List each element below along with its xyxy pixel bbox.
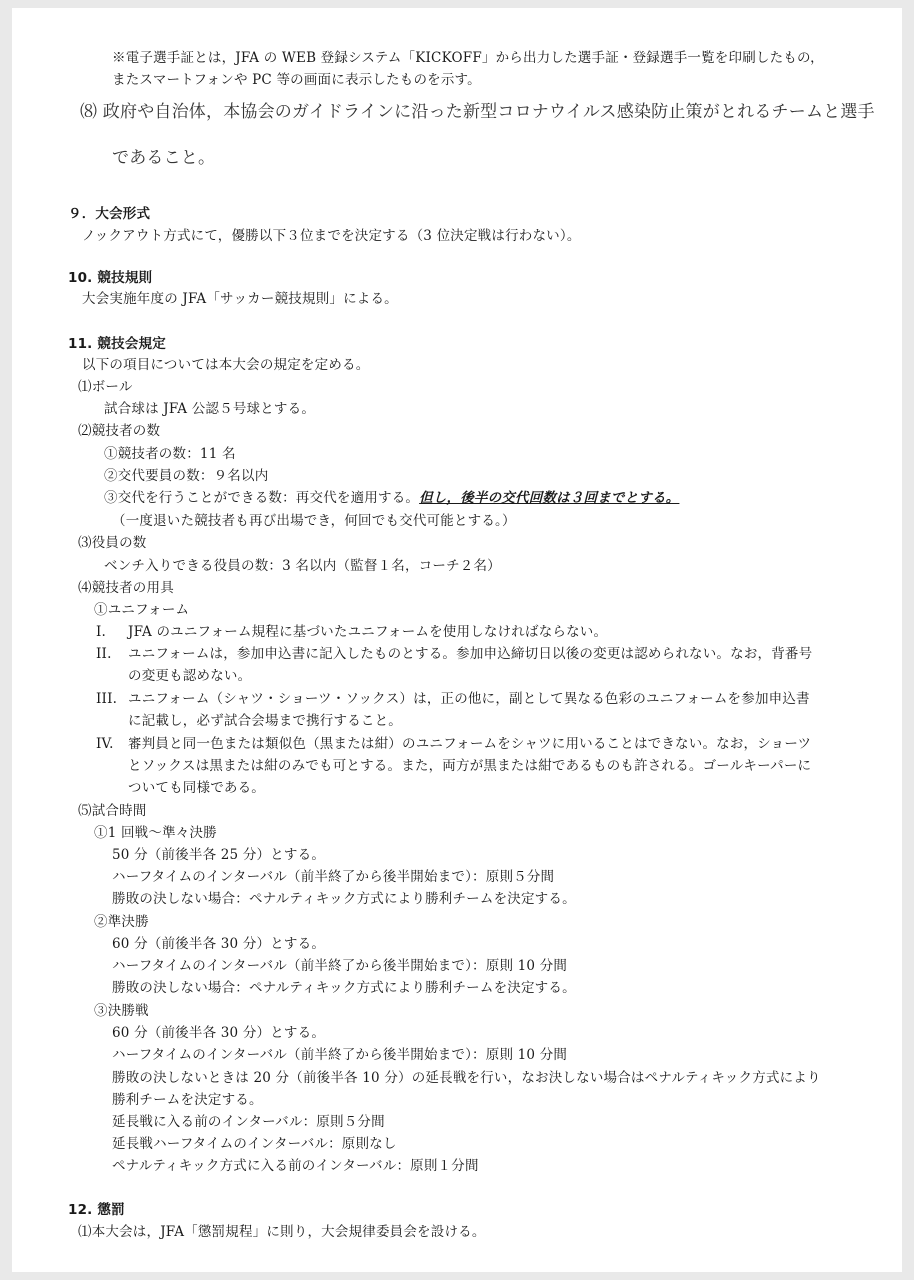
round1-halftime: ハーフタイムのインターバル（前半終了から後半開始まで）：原則５分間 <box>112 869 555 885</box>
players-item-3-text: ③交代を行うことができる数：再交代を適用する。 <box>104 490 420 506</box>
uniform-rule-2a: ユニフォームは，参加申込書に記入したものとする。参加申込締切日以後の変更は認められない。なお，背番号 <box>128 646 813 662</box>
uniform-rule-3a: ユニフォーム（シャツ・ショーツ・ソックス）は，正の他に，副として異なる色彩のユニフォームを参加申込書 <box>128 691 810 707</box>
item8-line-2: であること。 <box>112 148 216 168</box>
uniform-rule-2b: の変更も認めない。 <box>128 668 252 684</box>
semifinal-tiebreak: 勝敗の決しない場合：ペナルティキック方式により勝利チームを決定する。 <box>112 980 576 996</box>
uniform-rule-1: JFA のユニフォーム規程に基づいたユニフォームを使用しなければならない。 <box>128 624 608 640</box>
round1-duration: 50 分（前後半各 25 分）とする。 <box>112 847 326 863</box>
final-extra-time-cont: 勝利チームを決定する。 <box>112 1092 263 1108</box>
semifinal-duration: 60 分（前後半各 30 分）とする。 <box>112 936 326 952</box>
players-item-3 <box>104 488 679 508</box>
round1-tiebreak: 勝敗の決しない場合：ペナルティキック方式により勝利チームを決定する。 <box>112 891 576 907</box>
item8-line-1: ⑻ 政府や自治体，本協会のガイドラインに沿った新型コロナウイルス感染防止策がとれるチームと選手 <box>80 102 875 122</box>
roman-1: I. <box>96 624 107 640</box>
ball-body: 試合球は JFA 公認５号球とする。 <box>104 401 316 417</box>
match-time-title: ⑸試合時間 <box>78 803 147 819</box>
section-12-body: ⑴本大会は，JFA「懲罰規程」に則り，大会規律委員会を設ける。 <box>78 1224 486 1240</box>
semifinal-halftime: ハーフタイムのインターバル（前半終了から後半開始まで）：原則 10 分間 <box>112 958 568 974</box>
note-line-1: ※電子選手証とは，JFA の WEB 登録システム「KICKOFF」から出力した選手証・登録選手一覧を印刷したもの， <box>112 50 824 66</box>
section-11-intro: 以下の項目については本大会の規定を定める。 <box>82 357 370 373</box>
section-9-heading: ９．大会形式 <box>68 206 151 222</box>
final-interval-1: 延長戦に入る前のインターバル：原則５分間 <box>112 1114 385 1130</box>
note-line-2: またスマートフォンや PC 等の画面に表示したものを示す。 <box>112 72 481 88</box>
officials-body: ベンチ入りできる役員の数：3 名以内（監督１名，コーチ２名） <box>104 558 501 574</box>
players-item-1: ①競技者の数：11 名 <box>104 446 236 462</box>
document-page <box>12 8 902 1272</box>
uniform-rule-3b: に記載し，必ず試合会場まで携行すること。 <box>128 713 402 729</box>
players-title: ⑵競技者の数 <box>78 423 161 439</box>
officials-title: ⑶役員の数 <box>78 535 147 551</box>
round1-title: ①1 回戦～準々決勝 <box>94 825 217 841</box>
final-halftime: ハーフタイムのインターバル（前半終了から後半開始まで）：原則 10 分間 <box>112 1047 568 1063</box>
final-title: ③決勝戦 <box>94 1003 149 1019</box>
semifinal-title: ②準決勝 <box>94 914 149 930</box>
final-duration: 60 分（前後半各 30 分）とする。 <box>112 1025 326 1041</box>
uniform-rule-4b: とソックスは黒または紺のみでも可とする。また，両方が黒または紺であるものも許される。ゴールキーパーに <box>128 758 812 774</box>
section-9-body: ノックアウト方式にて，優勝以下３位までを決定する（3 位決定戦は行わない）。 <box>82 228 581 244</box>
section-10-heading: 10. 競技規則 <box>68 270 153 286</box>
roman-3: III. <box>96 691 118 707</box>
final-interval-3: ペナルティキック方式に入る前のインターバル：原則１分間 <box>112 1158 479 1174</box>
section-12-heading: 12. 懲罰 <box>68 1202 125 1218</box>
final-extra-time: 勝敗の決しないときは 20 分（前後半各 10 分）の延長戦を行い，なお決しない場合はペナルティキック方式により <box>112 1070 821 1086</box>
roman-4: IV. <box>96 736 114 752</box>
uniform-title: ①ユニフォーム <box>94 602 190 618</box>
section-10-body: 大会実施年度の JFA「サッカー競技規則」による。 <box>82 291 398 307</box>
uniform-rule-4a: 審判員と同一色または類似色（黒または紺）のユニフォームをシャツに用いることはできない。なお，ショーツ <box>128 736 812 752</box>
equipment-title: ⑷競技者の用具 <box>78 580 174 596</box>
ball-title: ⑴ボール <box>78 379 133 395</box>
section-11-heading: 11. 競技会規定 <box>68 336 166 352</box>
players-item-2: ②交代要員の数：９名以内 <box>104 468 269 484</box>
roman-2: II. <box>96 646 112 662</box>
final-interval-2: 延長戦ハーフタイムのインターバル：原則なし <box>112 1136 397 1152</box>
players-item-3-emphasis: 但し，後半の交代回数は３回までとする。 <box>419 490 680 506</box>
players-note: （一度退いた競技者も再び出場でき，何回でも交代可能とする。） <box>112 513 516 529</box>
uniform-rule-4c: ついても同様である。 <box>128 780 265 796</box>
